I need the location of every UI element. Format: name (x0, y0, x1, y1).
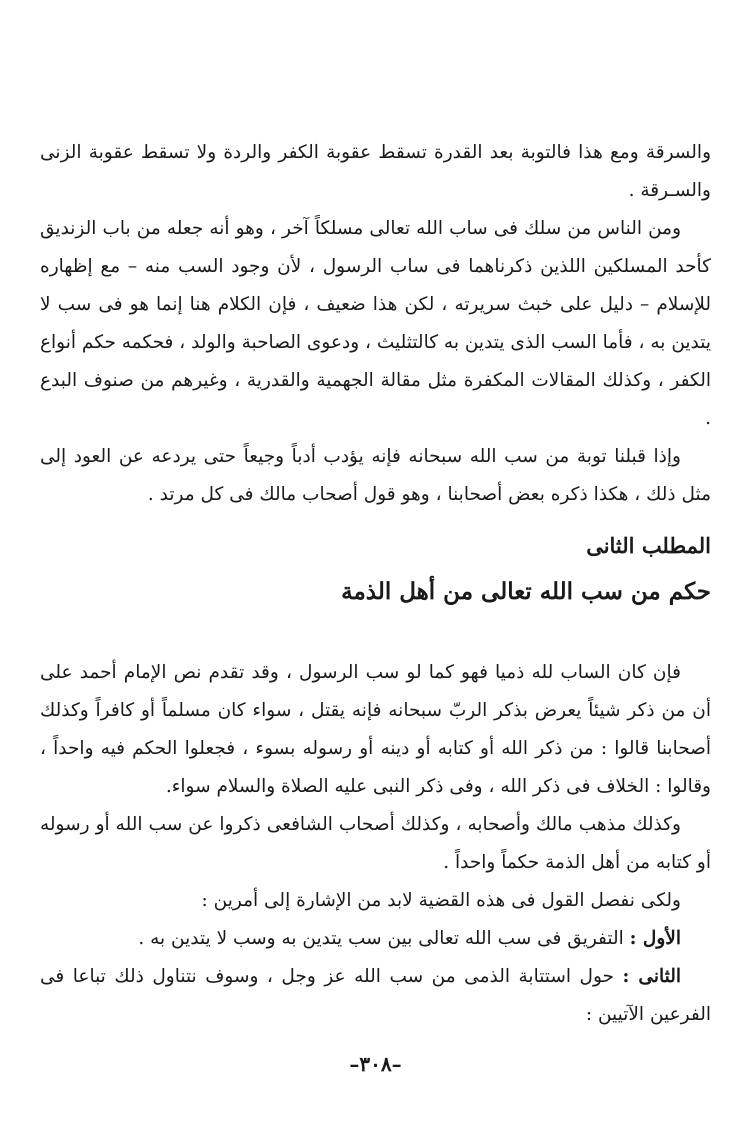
paragraph-discipline: وإذا قبلنا توبة من سب الله سبحانه فإنه يؤدب أدباً وجيعاً حتى يردعه عن العود إلى مثل ذلك ، هكذا ذكره بعض أصحابنا ، وهو قول أصحاب مالك فى كل مرتد . (40, 446, 711, 505)
point-first (40, 920, 711, 958)
point-first-label: الأول : (629, 928, 681, 949)
section-label: المطلب الثانى (586, 533, 711, 558)
point-second-label: الثانى : (622, 966, 681, 987)
main-text (40, 134, 711, 1034)
page-number: –٣٠٨– (349, 1052, 402, 1076)
point-second-text: حول استتابة الذمى من سب الله عز وجل ، وسوف نتناول ذلك تباعا فى الفرعين الآتيين : (40, 966, 711, 1025)
section-title: حكم من سب الله تعالى من أهل الذمة (341, 578, 711, 605)
section-body (40, 654, 711, 1034)
paragraph-zindiq: ومن الناس من سلك فى ساب الله تعالى مسلكاً آخر ، وهو أنه جعله من باب الزنديق كأحد المسلكين اللذين ذكرناهما فى ساب الرسول ، لأن وجود السب منه – مع إظهاره للإسلام – دليل على خبث سريرته ، لكن هذا ضعيف ، فإن الكلام هنا إنما هو فى سب لا يتدين به ، فأما السب الذى يتدين به كالتثليث ، ودعوى الصاحبة والولد ، فحكمه حكم أنواع الكفر ، وكذلك المقالات المكفرة مثل مقالة الجهمية والقدرية ، وغيرهم من صنوف البدع . (40, 218, 711, 429)
paragraph-intro-points: ولكى نفصل القول فى هذه القضية لابد من الإشارة إلى أمرين : (201, 890, 681, 911)
point-first-text: التفريق فى سب الله تعالى بين سب يتدين به وسب لا يتدين به . (138, 928, 630, 949)
point-second (40, 958, 711, 1034)
paragraph-dhimmi: فإن كان الساب لله ذميا فهو كما لو سب الرسول ، وقد تقدم نص الإمام أحمد على أن من ذكر شيئاً يعرض بذكر الربّ سبحانه فإنه يقتل ، سواء كان مسلماً أو كافراً وكذلك أصحابنا قالوا : من ذكر الله أو كتابه أو دينه أو رسوله بسوء ، فجعلوا الحكم فيه واحداً ، وقالوا : الخلاف فى ذكر الله ، وفى ذكر النبى عليه الصلاة والسلام سواء. (40, 662, 711, 797)
paragraph-continuation: والسرقة ومع هذا فالتوبة بعد القدرة تسقط عقوبة الكفر والردة ولا تسقط عقوبة الزنى والسـرقة . (40, 142, 711, 201)
spacer (40, 616, 711, 654)
paragraph-maliki: وكذلك مذهب مالك وأصحابه ، وكذلك أصحاب الشافعى ذكروا عن سب الله أو رسوله أو كتابه من أهل الذمة حكماً واحداً . (40, 814, 711, 873)
